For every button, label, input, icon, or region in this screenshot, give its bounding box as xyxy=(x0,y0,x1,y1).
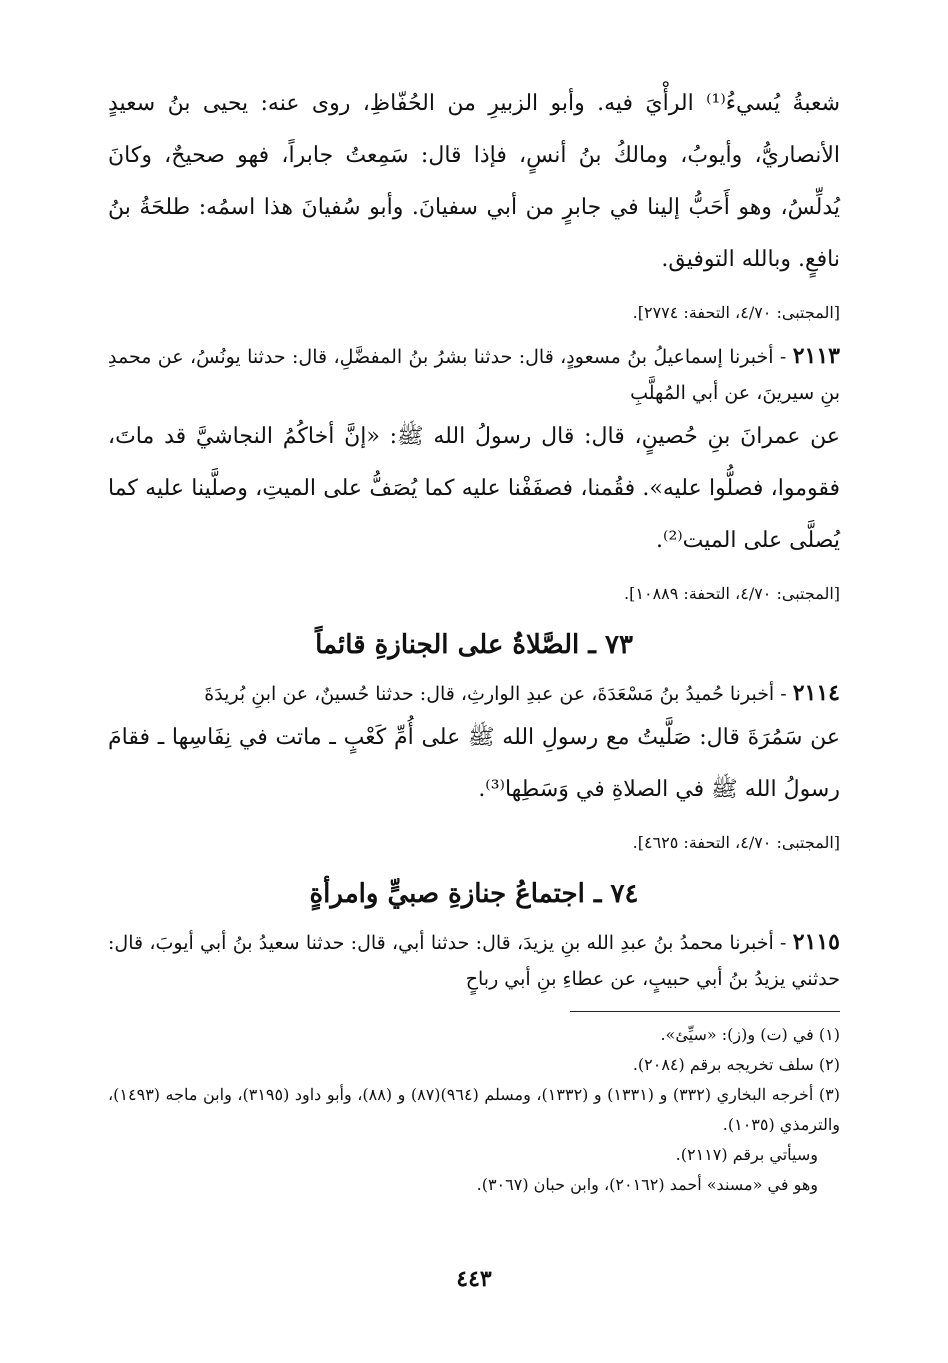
reference-line: [المجتبى: ٤/٧٠، التحفة: ١٠٨٨٩]. xyxy=(624,584,840,603)
footnote: (٣) أخرجه البخاري (٣٣٢) و (١٣٣١) و (١٣٣٢)، ومسلم (٩٦٤)(٨٧) و (٨٨)، وأبو داود (٣١٩٥)، وابن ماجه (١٤٩٣)، والترمذي (١٠٣٥). xyxy=(108,1085,840,1134)
chapter-heading: ٧٤ ـ اجتماعُ جنازةِ صبيٍّ وامرأةٍ xyxy=(309,879,639,909)
hadith-number: ٢١١٣ xyxy=(792,343,840,369)
footnote: (١) في (ت) و(ز): «سيِّئ». xyxy=(660,1025,840,1044)
hadith-number: ٢١١٥ xyxy=(792,929,840,955)
footnote: وسيأتي برقم (٢١١٧). xyxy=(675,1145,818,1164)
hadith-chain-text: - أخبرنا محمدُ بنُ عبدِ الله بنِ يزيدَ، قال: حدثنا أبي، قال: حدثنا سعيدُ بنُ أبي أيوبَ، قال: حدثني يزيدُ بنُ أبي حبيبٍ، عن عطاءِ بنِ أبي رباحٍ xyxy=(108,932,840,990)
footnote: وهو في «مسند» أحمد (٢٠١٦٢)، وابن حبان (٣٠٦٧). xyxy=(476,1175,818,1194)
hadith-chain xyxy=(108,675,840,712)
hadith-text: عن عمرانَ بنِ حُصينٍ، قال: قال رسولُ الله ﷺ: «إنَّ أخاكُمُ النجاشيَّ قد ماتَ، فقوموا، فصلُّوا عليه». فقُمنا، فصفَفْنا عليه كما يُصَفُّ على الميتِ، وصلَّينا عليه كما يُصلَّى على الميت⁽²⁾. xyxy=(108,424,840,553)
paragraph-text: شعبةُ يُسيءُ⁽¹⁾ الرأْيَ فيه. وأبو الزبيرِ من الحُفّاظِ، روى عنه: يحيى بنُ سعيدٍ الأنصاريُّ، وأيوبُ، ومالكُ بنُ أنسٍ، فإذا قال: سَمِعتُ جابراً، فهو صحيحٌ، وكانَ يُدلِّسُ، وهو أَحَبُّ إلينا في جابرٍ من أبي سفيانَ. وأبو سُفيانَ هذا اسمُه: طلحَةُ بنُ نافعٍ. وبالله التوفيق. xyxy=(108,91,840,272)
reference-line: [المجتبى: ٤/٧٠، التحفة: ٢٧٧٤]. xyxy=(632,303,840,322)
hadith-text: عن سَمُرَةَ قال: صَلَّيتُ مع رسولِ الله ﷺ على أُمِّ كَعْبٍ ـ ماتت في نِفَاسِها ـ فقامَ رسولُ الله ﷺ في الصلاةِ في وَسَطِها⁽³⁾. xyxy=(108,725,840,802)
hadith-chain xyxy=(108,338,840,411)
hadith-number: ٢١١٤ xyxy=(792,680,840,706)
book-page xyxy=(108,78,840,1200)
footnote: (٢) سلف تخريجه برقم (٢٠٨٤). xyxy=(632,1055,840,1074)
reference-line: [المجتبى: ٤/٧٠، التحفة: ٤٦٢٥]. xyxy=(632,833,840,852)
footnote-separator xyxy=(570,1011,840,1012)
chapter-heading: ٧٣ ـ الصَّلاةُ على الجنازةِ قائماً xyxy=(315,630,633,660)
hadith-chain-text: - أخبرنا حُميدُ بنُ مَسْعَدَةَ، عن عبدِ الوارثِ، قال: حدثنا حُسينٌ، عن ابنِ بُريدَةَ xyxy=(204,683,787,705)
page-number: ٤٤٣ xyxy=(456,1266,492,1292)
hadith-chain-text: - أخبرنا إسماعيلُ بنُ مسعودٍ، قال: حدثنا بشرُ بنُ المفضَّلِ، قال: حدثنا يونُسُ، عن محمدِ بنِ سيرينَ، عن أبي المُهلَّبِ xyxy=(108,346,840,404)
hadith-chain xyxy=(108,924,840,997)
